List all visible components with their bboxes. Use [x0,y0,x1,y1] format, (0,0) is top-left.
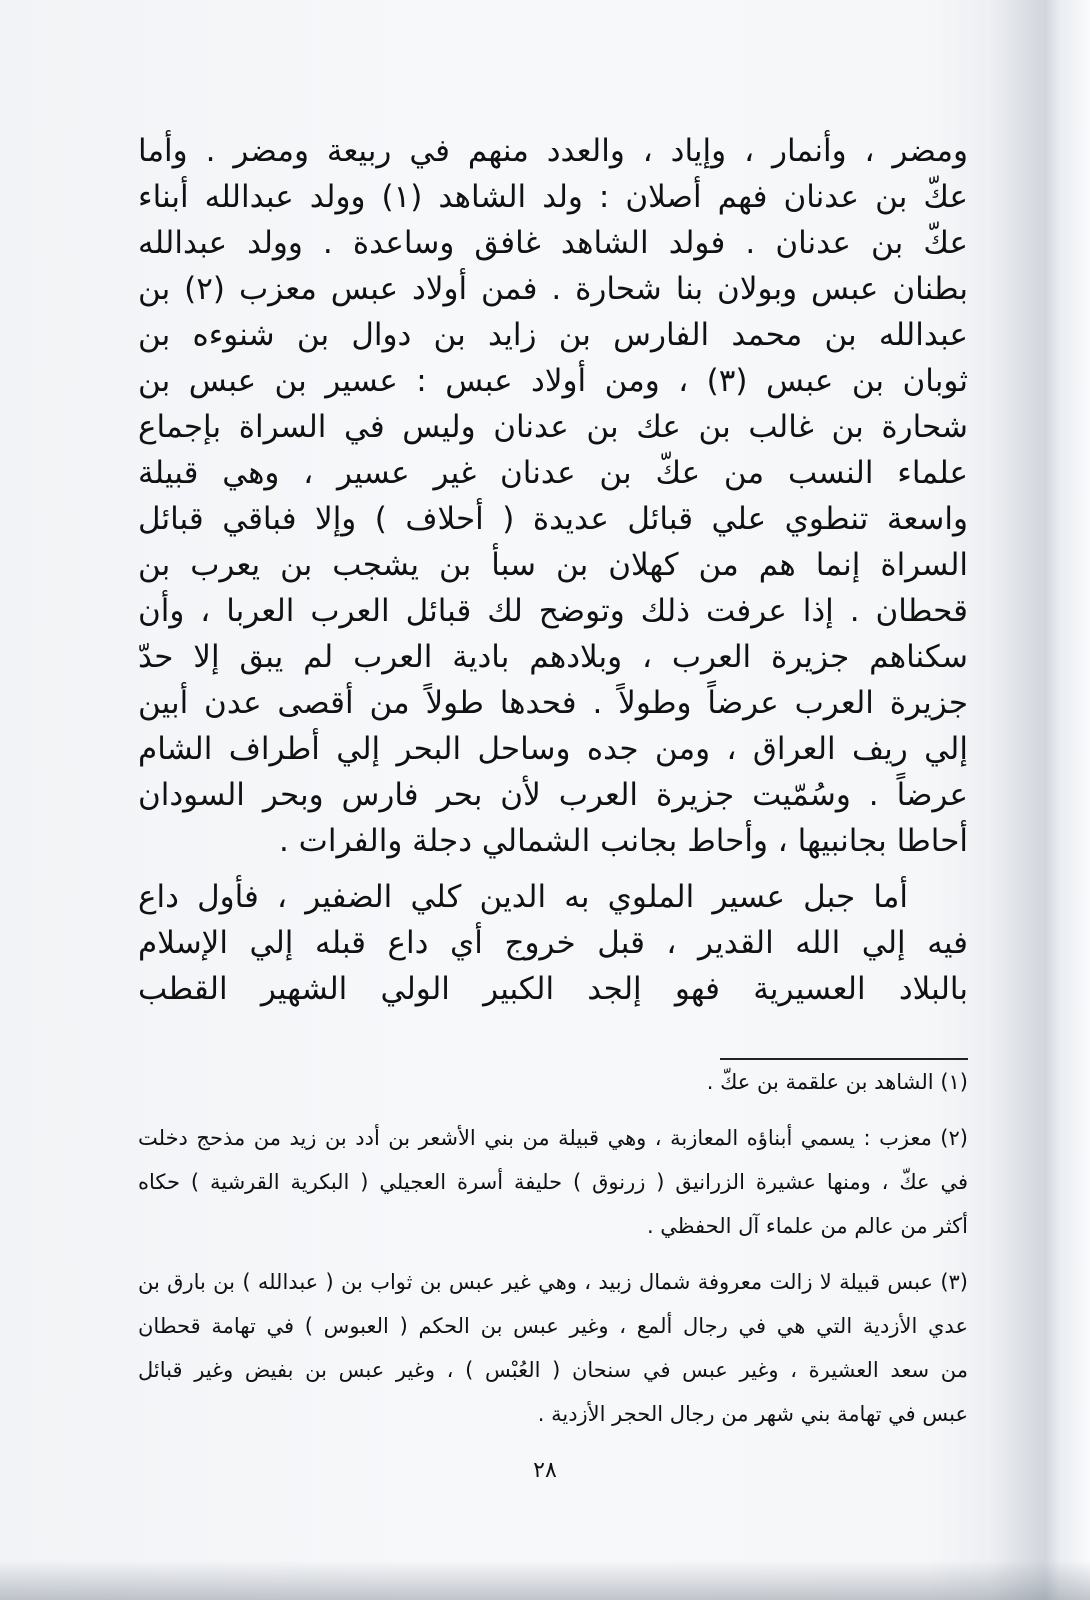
text-line: شحارة بن غالب بن عك بن عدنان وليس في السراة بإجماع [138,409,968,445]
page-binding-edge [990,0,1090,1600]
footnote-2-line: أكثر من عالم من علماء آل الحفظي . [646,1214,968,1238]
text-line: عرضاً . وسُمّيت جزيرة العرب لأن بحر فارس وبحر السودان [138,777,968,813]
main-text [138,128,968,1012]
text-line: بطنان عبس وبولان بنا شحارة . فمن أولاد عبس معزب (٢) بن [138,271,968,307]
text-line: علماء النسب من عكّ بن عدنان غير عسير ، وهي قبيلة [138,455,968,491]
text-line: ومضر ، وأنمار ، وإياد ، والعدد منهم في ربيعة ومضر . وأما [138,133,968,169]
footnote-1: (١) الشاهد بن علقمة بن عكّ . [706,1070,968,1094]
text-line: أحاطا بجانبيها ، وأحاط بجانب الشمالي دجلة والفرات . [278,823,968,859]
text-line: جزيرة العرب عرضاً وطولاً . فحدها طولاً من أقصى عدن أبين [138,685,968,721]
footnote-3-line: من سعد العشيرة ، وغير عبس في سنحان ( العُبْس ) ، وغير عبس بن بفيض وغير قبائل [138,1358,968,1382]
text-line: السراة إنما هم من كهلان بن سبأ بن يشجب بن يعرب بن [138,547,968,583]
footnotes [138,1060,968,1436]
text-line: سكناهم جزيرة العرب ، وبلادهم بادية العرب لم يبق إلا حدّ [138,639,968,675]
text-line: واسعة تنطوي علي قبائل عديدة ( أحلاف ) وإلا فباقي قبائل [138,501,968,537]
footnote-3-line: عبس في تهامة بني شهر من رجال الحجر الأزدية . [537,1402,968,1426]
page-number: ٢٨ [533,1458,557,1483]
footnote-3-line: (٣) عبس قبيلة لا زالت معروفة شمال زبيد ، وهي غير عبس بن ثواب بن ( عبدالله ) بن بارق بن [138,1270,968,1294]
page-bottom-shadow [0,1560,1090,1600]
text-line: عكّ بن عدنان . فولد الشاهد غافق وساعدة . وولد عبدالله [138,225,968,261]
text-line: أما جبل عسير الملوي به الدين كلي الضفير ، فأول داع [138,879,908,915]
text-line: قحطان . إذا عرفت ذلك وتوضح لك قبائل العرب العربا ، وأن [138,593,968,629]
text-line: ثوبان بن عبس (٣) ، ومن أولاد عبس : عسير بن عبس بن [138,363,968,399]
text-line: إلي ريف العراق ، ومن جده وساحل البحر إلي أطراف الشام [138,731,968,767]
text-line: بالبلاد العسيرية فهو إلجد الكبير الولي الشهير القطب [138,971,968,1007]
footnote-2-line: في عكّ ، ومنها عشيرة الزرانيق ( زرنوق ) حليفة أسرة العجيلي ( البكرية القرشية ) حكاه [138,1170,968,1194]
footnote-2-line: (٢) معزب : يسمي أبناؤه المعازبة ، وهي قبيلة من بني الأشعر بن أدد بن زيد من مذحج دخلت [138,1126,968,1150]
text-line: عبدالله بن محمد الفارس بن زايد بن دوال بن شنوءه بن [138,317,968,353]
footnote-3-line: عدي الأزدية التي هي في رجال ألمع ، وغير عبس بن الحكم ( العبوس ) في تهامة قحطان [138,1314,968,1338]
text-line: فيه إلي الله القدير ، قبل خروج أي داع قبله إلي الإسلام [138,925,968,961]
text-line: عكّ بن عدنان فهم أصلان : ولد الشاهد (١) وولد عبدالله أبناء [138,179,968,215]
